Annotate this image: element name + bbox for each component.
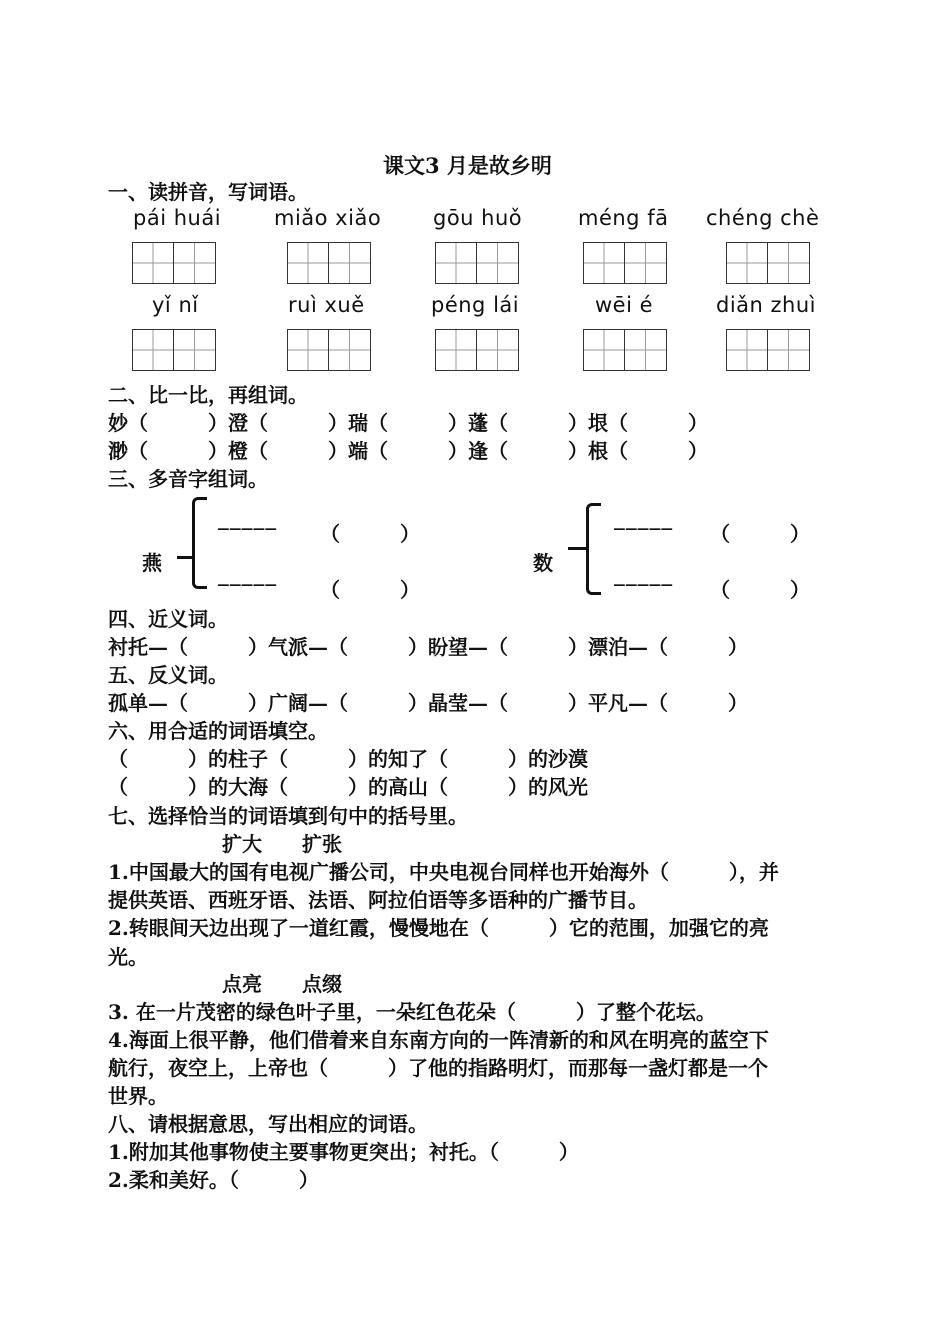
section-5-heading: 五、反义词。	[108, 663, 228, 687]
writing-grid[interactable]	[132, 242, 216, 284]
pinyin-2: miǎo xiǎo	[274, 206, 382, 230]
section-3-heading: 三、多音字组词。	[108, 467, 268, 491]
writing-grid[interactable]	[726, 242, 810, 284]
brace-tick	[568, 547, 586, 550]
writing-grid[interactable]	[287, 329, 371, 371]
brace	[192, 497, 207, 589]
blank-line[interactable]: _____	[614, 566, 674, 587]
compare-line-2: 渺（ ）橙（ ）端（ ）逢（ ）根（ ）	[108, 439, 708, 463]
section-7-heading: 七、选择恰当的词语填到句中的括号里。	[108, 804, 468, 828]
word-choices-2: 点亮 点缀	[222, 972, 342, 996]
blank-line[interactable]: _____	[218, 510, 278, 531]
question-1-line-1: 1.中国最大的国有电视广播公司，中央电视台同样也开始海外（ ），并	[108, 860, 779, 884]
writing-grid[interactable]	[435, 242, 519, 284]
section-4-heading: 四、近义词。	[108, 607, 228, 631]
pinyin-8: péng lái	[431, 293, 520, 317]
question-3: 3. 在一片茂密的绿色叶子里，一朵红色花朵（ ）了整个花坛。	[108, 1000, 716, 1024]
fill-line-1: （ ）的柱子（ ）的知了（ ）的沙漠	[108, 747, 588, 771]
pinyin-5: chéng chè	[706, 206, 820, 230]
answer-paren[interactable]: （ ）	[320, 522, 420, 546]
section-8-heading: 八、请根据意思，写出相应的词语。	[108, 1112, 428, 1136]
polyphone-char-1: 燕	[142, 551, 162, 575]
answer-paren[interactable]: （ ）	[710, 522, 810, 546]
polyphone-char-2: 数	[533, 551, 553, 575]
question-4-line-2: 航行，夜空上，上帝也（ ）了他的指路明灯，而那每一盏灯都是一个	[108, 1056, 768, 1080]
pinyin-7: ruì xuě	[288, 293, 365, 317]
pinyin-1: pái huái	[133, 206, 222, 230]
section-2-heading: 二、比一比，再组词。	[108, 383, 308, 407]
question-4-line-1: 4.海面上很平静，他们借着来自东南方向的一阵清新的和风在明亮的蓝空下	[108, 1028, 769, 1052]
fill-line-2: （ ）的大海（ ）的高山（ ）的风光	[108, 775, 588, 799]
pinyin-3: gōu huǒ	[433, 206, 523, 230]
word-choices-1: 扩大 扩张	[222, 832, 342, 856]
page-title: 课文3 月是故乡明	[383, 153, 552, 178]
definition-question-1: 1.附加其他事物使主要事物更突出；衬托。（ ）	[108, 1140, 579, 1164]
question-2-line-1: 2.转眼间天边出现了一道红霞，慢慢地在（ ）它的范围，加强它的亮	[108, 916, 769, 940]
brace-tick	[177, 556, 193, 559]
compare-line-1: 妙（ ）澄（ ）瑞（ ）蓬（ ）垠（ ）	[108, 411, 708, 435]
question-1-line-2: 提供英语、西班牙语、法语、阿拉伯语等多语种的广播节目。	[108, 888, 648, 912]
pinyin-6: yǐ nǐ	[152, 293, 199, 317]
question-2-line-2: 光。	[108, 945, 148, 969]
synonym-line: 衬托—（ ）气派—（ ）盼望—（ ）漂泊—（ ）	[108, 635, 748, 659]
writing-grid[interactable]	[132, 329, 216, 371]
writing-grid[interactable]	[435, 329, 519, 371]
writing-grid[interactable]	[583, 242, 667, 284]
writing-grid[interactable]	[726, 329, 810, 371]
section-1-heading: 一、读拼音，写词语。	[108, 180, 308, 204]
answer-paren[interactable]: （ ）	[710, 578, 810, 602]
blank-line[interactable]: _____	[614, 510, 674, 531]
pinyin-4: méng fā	[578, 206, 669, 230]
definition-question-2: 2.柔和美好。（ ）	[108, 1168, 319, 1192]
answer-paren[interactable]: （ ）	[320, 578, 420, 602]
question-4-line-3: 世界。	[108, 1084, 168, 1108]
pinyin-10: diǎn zhuì	[716, 293, 816, 317]
brace	[586, 503, 601, 595]
writing-grid[interactable]	[583, 329, 667, 371]
antonym-line: 孤单—（ ）广阔—（ ）晶莹—（ ）平凡—（ ）	[108, 691, 748, 715]
pinyin-9: wēi é	[595, 293, 654, 317]
section-6-heading: 六、用合适的词语填空。	[108, 719, 328, 743]
writing-grid[interactable]	[287, 242, 371, 284]
blank-line[interactable]: _____	[218, 566, 278, 587]
